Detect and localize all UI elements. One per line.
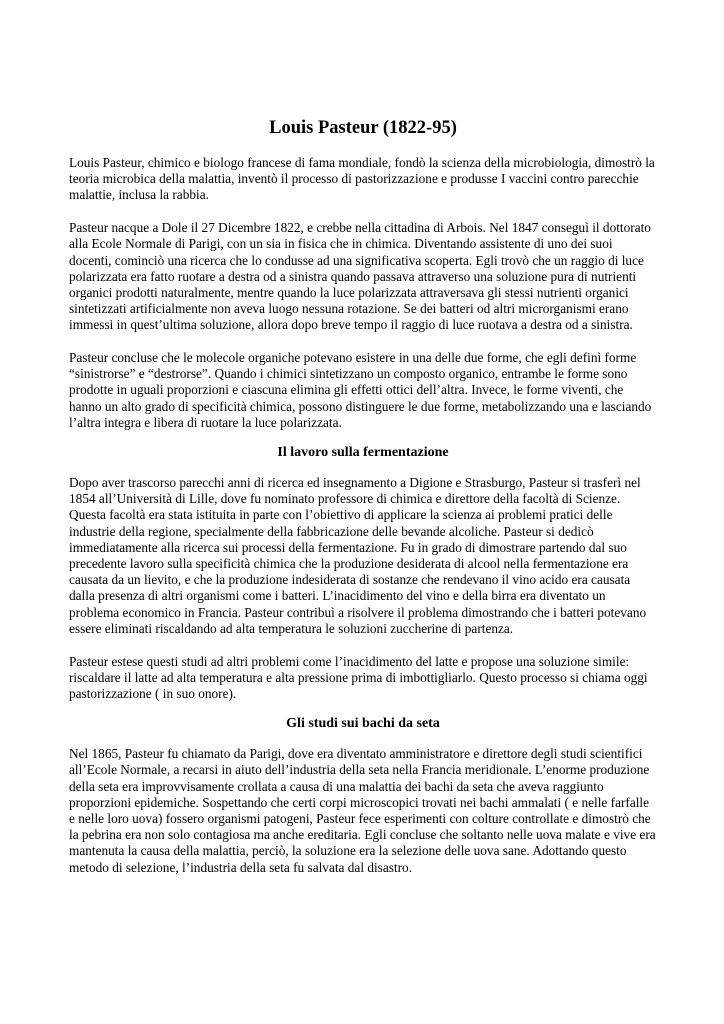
- document-title: Louis Pasteur (1822-95): [269, 118, 457, 138]
- intro-paragraph: Louis Pasteur, chimico e biologo francese di fama mondiale, fondò la scienza della microbiologia, dimostrò la teoria microbica della malattia, inventò il processo di pastorizzazione e produsse I vaccini contro parecchie malattie, inclusa la rabbia.: [69, 155, 655, 203]
- document-page: [69, 117, 657, 892]
- section-heading-fermentation: Il lavoro sulla fermentazione: [277, 445, 449, 461]
- silkworm-paragraph: Nel 1865, Pasteur fu chiamato da Parigi, dove era diventato amministratore e direttore degli studi scientifici all’Ecole Normale, a recarsi in aiuto dell’industria della seta nella Francia meridionale. L’enorme produzione della seta era improvvisamente crollata a causa di una malattia dei bachi da seta che aveva raggiunto proporzioni epidemiche. Sospettando che certi corpi microscopici trovati nei bachi ammalati ( e nelle farfalle e nelle loro uova) fossero organismi patogeni, Pasteur fece esperimenti con colture controllate e dimostrò che la pebrina era non solo contagiosa ma anche ereditaria. Egli concluse che soltanto nelle uova malate e vive era mantenuta la causa della malattia, perciò, la soluzione era la selezione delle uova sane. Adottando questo metodo di selezione, l’industria della seta fu salvata dal disastro.: [69, 746, 656, 875]
- molecules-paragraph: Pasteur concluse che le molecole organiche potevano esistere in una delle due forme, che egli definì forme “sinistrorse” e “destrorse”. Quando i chimici sintetizzano un composto organico, entrambe le forme sono prodotte in uguali proporzioni e ciascuna elimina gli effetti ottici dell’altra. Invece, le forme viventi, che hanno un alto grado di specificità chimica, possono distinguere le due forme, metabolizzando una e lasciando l’altra integra e libera di ruotare la luce polarizzata.: [69, 350, 652, 430]
- biography-paragraph: Pasteur nacque a Dole il 27 Dicembre 1822, e crebbe nella cittadina di Arbois. Nel 1847 conseguì il dottorato alla Ecole Normale di Parigi, con un sia in fisica che in chimica. Diventando assistente di uno dei suoi docenti, cominciò una ricerca che lo condusse ad una significativa scoperta. Egli trovò che un raggio di luce polarizzata era fatto ruotare a destra od a sinistra quando passava attraverso una soluzione pura di nutrienti organici prodotti naturalmente, mentre quando la luce polarizzata attraversava gli stessi nutrienti organici sintetizzati artificialmente non aveva luogo nessuna rotazione. Se dei batteri od altri microrganismi erano immessi in quest’ultima soluzione, allora dopo breve tempo il raggio di luce ruotava a destra od a sinistra.: [69, 220, 651, 333]
- section-heading-silkworms: Gli studi sui bachi da seta: [286, 716, 440, 732]
- pasteurization-paragraph: Pasteur estese questi studi ad altri problemi come l’inacidimento del latte e propose una soluzione simile: riscaldare il latte ad alta temperatura e alta pressione prima di imbottigliarlo. Questo processo si chiama oggi pastorizzazione ( in suo onore).: [69, 653, 648, 701]
- fermentation-paragraph: Dopo aver trascorso parecchi anni di ricerca ed insegnamento a Digione e Strasburgo, Pasteur si trasferì nel 1854 all’Università di Lille, dove fu nominato professore di chimica e direttore della facoltà di Scienze. Questa facoltà era stata istituita in parte con l’obiettivo di applicare la scienza ai problemi pratici delle industrie della regione, specialmente della fabbricazione delle bevande alcoliche. Pasteur si dedicò immediatamente alla ricerca sui processi della fermentazione. Fu in grado di dimostrare partendo dal suo precedente lavoro sulla specificità chimica che la produzione desiderata di alcool nella fermentazione era causata da un lievito, e che la produzione indesiderata di sostanze che rendevano il vino acido era causata dalla presenza di altri organismi come i batteri. L’inacidimento del vino e della birra era diventato un problema economico in Francia. Pasteur contribuì a risolvere il problema dimostrando che i batteri potevano essere eliminati riscaldando ad alta temperatura le soluzioni zuccherine di partenza.: [69, 475, 647, 636]
